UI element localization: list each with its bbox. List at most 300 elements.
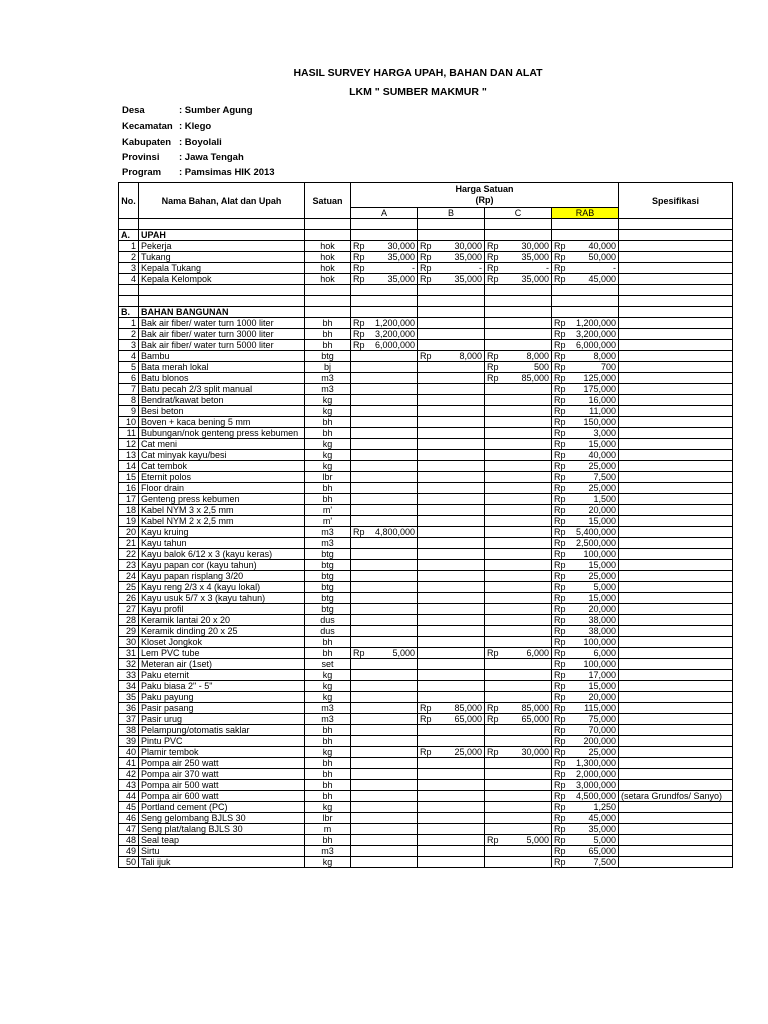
price-c xyxy=(504,626,552,637)
price-a xyxy=(370,417,418,428)
price-b-currency xyxy=(418,582,437,593)
item-name: Seng gelombang BJLS 30 xyxy=(139,813,305,824)
item-unit: bh xyxy=(305,791,351,802)
header-no: No. xyxy=(119,183,139,219)
price-a xyxy=(370,604,418,615)
price-c-currency xyxy=(485,461,504,472)
price-rab: 70,000 xyxy=(571,725,619,736)
price-b xyxy=(437,340,485,351)
price-rab-currency: Rp xyxy=(552,560,571,571)
blank-cell xyxy=(571,230,619,241)
price-rab-currency: Rp xyxy=(552,274,571,285)
row-number: 8 xyxy=(119,395,139,406)
price-a-currency: Rp xyxy=(351,318,370,329)
table-row xyxy=(119,791,733,802)
price-b xyxy=(437,846,485,857)
item-unit: bh xyxy=(305,340,351,351)
item-unit: m' xyxy=(305,516,351,527)
price-c-currency xyxy=(485,406,504,417)
price-a xyxy=(370,857,418,868)
row-number: 2 xyxy=(119,329,139,340)
item-unit: hok xyxy=(305,263,351,274)
price-a-currency xyxy=(351,450,370,461)
item-name: Sirtu xyxy=(139,846,305,857)
price-rab: 100,000 xyxy=(571,637,619,648)
price-rab: 15,000 xyxy=(571,560,619,571)
price-b xyxy=(437,593,485,604)
price-a-currency xyxy=(351,659,370,670)
price-a xyxy=(370,351,418,362)
price-c-currency: Rp xyxy=(485,241,504,252)
item-specification: (setara Grundfos/ Sanyo) xyxy=(619,791,733,802)
table-row xyxy=(119,626,733,637)
item-specification xyxy=(619,505,733,516)
item-unit: kg xyxy=(305,681,351,692)
item-unit: bh xyxy=(305,483,351,494)
table-row xyxy=(119,725,733,736)
price-a-currency xyxy=(351,351,370,362)
item-specification xyxy=(619,835,733,846)
item-specification xyxy=(619,483,733,494)
price-a xyxy=(370,483,418,494)
price-a-currency xyxy=(351,373,370,384)
header-col-b: B xyxy=(418,208,485,219)
row-number: 13 xyxy=(119,450,139,461)
price-rab: 65,000 xyxy=(571,846,619,857)
price-rab: 6,000,000 xyxy=(571,340,619,351)
row-number: 32 xyxy=(119,659,139,670)
item-specification xyxy=(619,241,733,252)
price-rab: 20,000 xyxy=(571,692,619,703)
price-c-currency xyxy=(485,626,504,637)
price-c xyxy=(504,802,552,813)
item-specification xyxy=(619,692,733,703)
table-row xyxy=(119,802,733,813)
price-rab-currency: Rp xyxy=(552,538,571,549)
table-row xyxy=(119,780,733,791)
row-number: 7 xyxy=(119,384,139,395)
table-row xyxy=(119,560,733,571)
table-header xyxy=(119,183,733,230)
price-rab: 150,000 xyxy=(571,417,619,428)
price-a-currency xyxy=(351,714,370,725)
price-a xyxy=(370,802,418,813)
price-a-currency xyxy=(351,725,370,736)
price-c-currency: Rp xyxy=(485,703,504,714)
row-number: 40 xyxy=(119,747,139,758)
price-b xyxy=(437,450,485,461)
blank-cell xyxy=(552,296,571,307)
item-unit: btg xyxy=(305,549,351,560)
item-name: Batu blonos xyxy=(139,373,305,384)
blank-cell xyxy=(552,307,571,318)
price-b xyxy=(437,582,485,593)
price-rab-currency: Rp xyxy=(552,351,571,362)
price-b-currency: Rp xyxy=(418,263,437,274)
item-specification xyxy=(619,769,733,780)
price-c-currency: Rp xyxy=(485,648,504,659)
price-c xyxy=(504,582,552,593)
price-rab: 1,200,000 xyxy=(571,318,619,329)
price-b xyxy=(437,769,485,780)
price-rab: 7,500 xyxy=(571,472,619,483)
price-c: - xyxy=(504,263,552,274)
item-unit: m' xyxy=(305,505,351,516)
price-rab-currency: Rp xyxy=(552,637,571,648)
price-a xyxy=(370,582,418,593)
price-c xyxy=(504,637,552,648)
price-b xyxy=(437,417,485,428)
blank-cell xyxy=(418,230,437,241)
table-row xyxy=(119,857,733,868)
item-unit: kg xyxy=(305,450,351,461)
price-a-currency: Rp xyxy=(351,274,370,285)
item-specification xyxy=(619,395,733,406)
price-b-currency xyxy=(418,329,437,340)
item-specification xyxy=(619,274,733,285)
price-c-currency xyxy=(485,604,504,615)
price-b xyxy=(437,527,485,538)
price-rab: 3,000 xyxy=(571,428,619,439)
item-unit: btg xyxy=(305,593,351,604)
item-unit: btg xyxy=(305,571,351,582)
price-b xyxy=(437,472,485,483)
price-c-currency xyxy=(485,527,504,538)
table-row xyxy=(119,450,733,461)
price-rab: 4,500,000 xyxy=(571,791,619,802)
price-rab: 5,400,000 xyxy=(571,527,619,538)
price-b: 25,000 xyxy=(437,747,485,758)
price-a: 1,200,000 xyxy=(370,318,418,329)
price-b-currency xyxy=(418,450,437,461)
table-row xyxy=(119,769,733,780)
price-b-currency xyxy=(418,780,437,791)
item-specification xyxy=(619,637,733,648)
price-c: 35,000 xyxy=(504,274,552,285)
price-a-currency: Rp xyxy=(351,340,370,351)
price-b xyxy=(437,516,485,527)
item-unit: bh xyxy=(305,780,351,791)
item-unit: kg xyxy=(305,747,351,758)
item-name: Pompa air 370 watt xyxy=(139,769,305,780)
item-unit: m3 xyxy=(305,384,351,395)
price-b-currency xyxy=(418,406,437,417)
price-a-currency xyxy=(351,549,370,560)
price-b xyxy=(437,681,485,692)
item-specification xyxy=(619,593,733,604)
item-name: Portland cement (PC) xyxy=(139,802,305,813)
price-b: 65,000 xyxy=(437,714,485,725)
info-kabupaten: Kabupaten : Boyolali xyxy=(122,137,222,148)
item-name: Kayu kruing xyxy=(139,527,305,538)
price-a xyxy=(370,472,418,483)
price-c xyxy=(504,824,552,835)
price-c xyxy=(504,472,552,483)
price-b-currency: Rp xyxy=(418,241,437,252)
blank-cell xyxy=(619,230,733,241)
price-a xyxy=(370,659,418,670)
price-b-currency xyxy=(418,560,437,571)
price-b xyxy=(437,483,485,494)
item-specification xyxy=(619,406,733,417)
table-row xyxy=(119,824,733,835)
price-c-currency xyxy=(485,824,504,835)
header-col-a: A xyxy=(351,208,418,219)
table-row xyxy=(119,472,733,483)
table-row xyxy=(119,714,733,725)
table-row xyxy=(119,362,733,373)
price-a-currency xyxy=(351,439,370,450)
table-row xyxy=(119,428,733,439)
price-a-currency xyxy=(351,846,370,857)
row-number: 6 xyxy=(119,373,139,384)
item-unit: hok xyxy=(305,274,351,285)
price-c-currency xyxy=(485,505,504,516)
price-b-currency xyxy=(418,571,437,582)
blank-cell xyxy=(351,296,370,307)
item-unit: kg xyxy=(305,692,351,703)
row-number: 22 xyxy=(119,549,139,560)
item-unit: lbr xyxy=(305,813,351,824)
blank-row xyxy=(119,285,733,296)
row-number: 38 xyxy=(119,725,139,736)
table-row xyxy=(119,527,733,538)
price-b-currency: Rp xyxy=(418,747,437,758)
price-b-currency xyxy=(418,626,437,637)
item-name: Bak air fiber/ water turn 1000 liter xyxy=(139,318,305,329)
price-rab-currency: Rp xyxy=(552,736,571,747)
price-c xyxy=(504,681,552,692)
price-rab-currency: Rp xyxy=(552,329,571,340)
item-name: Pompa air 250 watt xyxy=(139,758,305,769)
price-a-currency xyxy=(351,483,370,494)
table-row xyxy=(119,263,733,274)
price-a xyxy=(370,395,418,406)
price-b xyxy=(437,637,485,648)
price-a xyxy=(370,439,418,450)
row-number: 16 xyxy=(119,483,139,494)
row-number: 2 xyxy=(119,252,139,263)
price-rab-currency: Rp xyxy=(552,417,571,428)
price-a-currency xyxy=(351,593,370,604)
price-rab-currency: Rp xyxy=(552,318,571,329)
price-rab: 2,500,000 xyxy=(571,538,619,549)
price-rab: 100,000 xyxy=(571,659,619,670)
item-name: Batu pecah 2/3 split manual xyxy=(139,384,305,395)
price-rab: 11,000 xyxy=(571,406,619,417)
price-rab: 17,000 xyxy=(571,670,619,681)
table-row xyxy=(119,351,733,362)
row-number: 47 xyxy=(119,824,139,835)
price-a xyxy=(370,714,418,725)
price-a xyxy=(370,494,418,505)
item-specification xyxy=(619,560,733,571)
section-header-row xyxy=(119,230,733,241)
price-c xyxy=(504,340,552,351)
price-rab-currency: Rp xyxy=(552,527,571,538)
price-a: 35,000 xyxy=(370,252,418,263)
row-number: 43 xyxy=(119,780,139,791)
item-unit: m3 xyxy=(305,373,351,384)
price-rab-currency: Rp xyxy=(552,483,571,494)
item-unit: m3 xyxy=(305,538,351,549)
price-rab-currency: Rp xyxy=(552,681,571,692)
row-number: 33 xyxy=(119,670,139,681)
price-a-currency xyxy=(351,615,370,626)
item-specification xyxy=(619,439,733,450)
item-specification xyxy=(619,626,733,637)
price-a: 4,800,000 xyxy=(370,527,418,538)
price-c-currency xyxy=(485,384,504,395)
price-c-currency xyxy=(485,472,504,483)
table-row xyxy=(119,505,733,516)
price-b xyxy=(437,835,485,846)
row-number: 46 xyxy=(119,813,139,824)
table-row xyxy=(119,538,733,549)
item-unit: kg xyxy=(305,857,351,868)
price-a: - xyxy=(370,263,418,274)
price-c-currency xyxy=(485,395,504,406)
price-b xyxy=(437,692,485,703)
price-b xyxy=(437,571,485,582)
price-c: 8,000 xyxy=(504,351,552,362)
price-rab-currency: Rp xyxy=(552,241,571,252)
price-c-currency xyxy=(485,780,504,791)
price-a xyxy=(370,505,418,516)
price-a xyxy=(370,780,418,791)
item-unit: hok xyxy=(305,241,351,252)
blank-cell xyxy=(619,296,733,307)
price-rab: 15,000 xyxy=(571,593,619,604)
table-row xyxy=(119,659,733,670)
price-rab-currency: Rp xyxy=(552,703,571,714)
price-a-currency xyxy=(351,406,370,417)
row-number: 35 xyxy=(119,692,139,703)
price-c-currency xyxy=(485,659,504,670)
price-b xyxy=(437,384,485,395)
price-b-currency xyxy=(418,692,437,703)
price-a xyxy=(370,384,418,395)
price-b xyxy=(437,560,485,571)
price-a-currency xyxy=(351,802,370,813)
price-b xyxy=(437,758,485,769)
price-b xyxy=(437,813,485,824)
row-number: 1 xyxy=(119,318,139,329)
price-a-currency xyxy=(351,582,370,593)
item-name: Kayu profil xyxy=(139,604,305,615)
price-b-currency xyxy=(418,505,437,516)
price-b: 35,000 xyxy=(437,274,485,285)
item-name: Pasir urug xyxy=(139,714,305,725)
price-rab: 8,000 xyxy=(571,351,619,362)
item-name: Meteran air (1set) xyxy=(139,659,305,670)
item-specification xyxy=(619,494,733,505)
price-c: 6,000 xyxy=(504,648,552,659)
item-specification xyxy=(619,263,733,274)
row-number: 4 xyxy=(119,351,139,362)
item-name: Kayu tahun xyxy=(139,538,305,549)
price-b xyxy=(437,505,485,516)
table-row xyxy=(119,483,733,494)
price-c-currency xyxy=(485,846,504,857)
row-number: 36 xyxy=(119,703,139,714)
item-specification xyxy=(619,725,733,736)
price-a-currency xyxy=(351,769,370,780)
price-rab-currency: Rp xyxy=(552,670,571,681)
table-row xyxy=(119,648,733,659)
price-c: 85,000 xyxy=(504,703,552,714)
price-rab: 40,000 xyxy=(571,450,619,461)
price-b xyxy=(437,791,485,802)
blank-cell xyxy=(139,296,305,307)
item-specification xyxy=(619,681,733,692)
price-rab: 38,000 xyxy=(571,615,619,626)
item-unit: m xyxy=(305,824,351,835)
price-c xyxy=(504,846,552,857)
price-b-currency xyxy=(418,637,437,648)
table-row xyxy=(119,384,733,395)
item-specification xyxy=(619,846,733,857)
price-a xyxy=(370,813,418,824)
price-a xyxy=(370,626,418,637)
header-harga-satuan xyxy=(351,183,619,208)
blank-cell xyxy=(119,296,139,307)
price-rab-currency: Rp xyxy=(552,846,571,857)
price-b: 85,000 xyxy=(437,703,485,714)
price-a-currency xyxy=(351,637,370,648)
price-c xyxy=(504,505,552,516)
row-number: 3 xyxy=(119,263,139,274)
item-unit: btg xyxy=(305,604,351,615)
price-c-currency: Rp xyxy=(485,835,504,846)
item-name: Kayu papan cor (kayu tahun) xyxy=(139,560,305,571)
item-unit: kg xyxy=(305,439,351,450)
price-c-currency xyxy=(485,802,504,813)
price-b xyxy=(437,362,485,373)
price-c xyxy=(504,494,552,505)
price-c xyxy=(504,428,552,439)
table-body xyxy=(119,230,733,868)
price-rab-currency: Rp xyxy=(552,505,571,516)
blank-cell xyxy=(351,285,370,296)
table-row xyxy=(119,692,733,703)
item-specification xyxy=(619,252,733,263)
row-number: 44 xyxy=(119,791,139,802)
price-b xyxy=(437,549,485,560)
price-c-currency xyxy=(485,615,504,626)
price-rab-currency: Rp xyxy=(552,428,571,439)
table-row xyxy=(119,835,733,846)
price-a-currency xyxy=(351,703,370,714)
price-a xyxy=(370,835,418,846)
price-rab: 16,000 xyxy=(571,395,619,406)
row-number: 48 xyxy=(119,835,139,846)
price-c xyxy=(504,780,552,791)
price-a xyxy=(370,670,418,681)
price-rab: 6,000 xyxy=(571,648,619,659)
item-name: Floor drain xyxy=(139,483,305,494)
header-harga-unit: (Rp) xyxy=(475,195,494,205)
item-specification xyxy=(619,736,733,747)
item-name: Lem PVC tube xyxy=(139,648,305,659)
item-name: Besi beton xyxy=(139,406,305,417)
price-c xyxy=(504,615,552,626)
price-c-currency xyxy=(485,670,504,681)
price-b-currency: Rp xyxy=(418,714,437,725)
row-number: 31 xyxy=(119,648,139,659)
item-specification xyxy=(619,615,733,626)
price-c-currency: Rp xyxy=(485,747,504,758)
